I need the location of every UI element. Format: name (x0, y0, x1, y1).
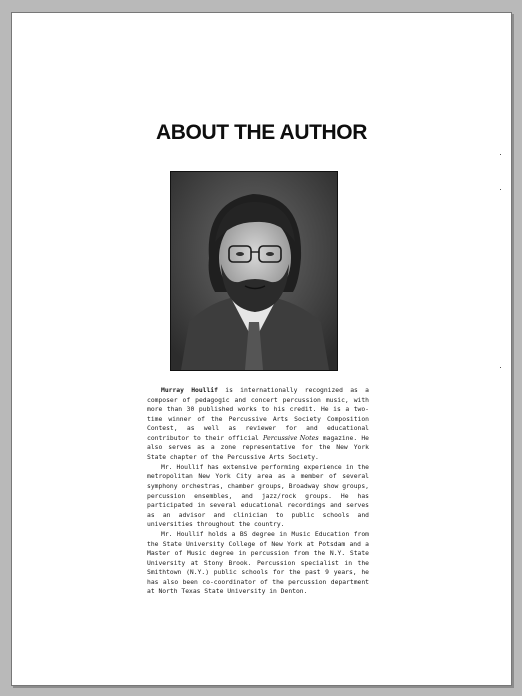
scan-speck (500, 367, 501, 368)
page-title: ABOUT THE AUTHOR (156, 121, 367, 144)
scan-speck (500, 154, 501, 155)
bio-paragraph-1-text-a: is internationally recognized as a composer of pedagogic and concert percussion music, with more than 30 published works to his credit. He is a two-time winner of the Percussive Arts Society Composition Contest, as well as reviewer for and educational contributor to their official (147, 387, 369, 442)
bio-paragraph-2: Mr. Houllif has extensive performing experience in the metropolitan New York City area as a member of several symphony orchestras, chamber groups, Broadway show groups, percussion ensembles, and jazz/rock groups. He has participated in several educational recordings and serves as an advisor and clinician to public schools and universities throughout the country. (147, 463, 369, 529)
bio-paragraph-3: Mr. Houllif holds a BS degree in Music Education from the State University College of New York at Potsdam and a Master of Music degree in percussion from the N.Y. State University at Stony Brook. Percussion specialist in the Smithtown (N.Y.) public schools for the past 9 years, he has also been co-coordinator of the percussion department at North Texas State University in Denton. (147, 531, 369, 596)
author-photo (170, 171, 338, 371)
document-page (11, 12, 512, 686)
author-portrait-image (171, 172, 337, 370)
magazine-title: Percussive Notes (263, 434, 319, 442)
author-name: Murray Houllif (161, 387, 218, 394)
author-biography (147, 386, 369, 597)
bio-paragraph-1-text-b: magazine. He also serves as a zone representative for the New York State chapter of the Percussive Arts Society. (147, 434, 369, 461)
bio-paragraph-1 (147, 386, 369, 462)
scan-speck (500, 189, 501, 190)
